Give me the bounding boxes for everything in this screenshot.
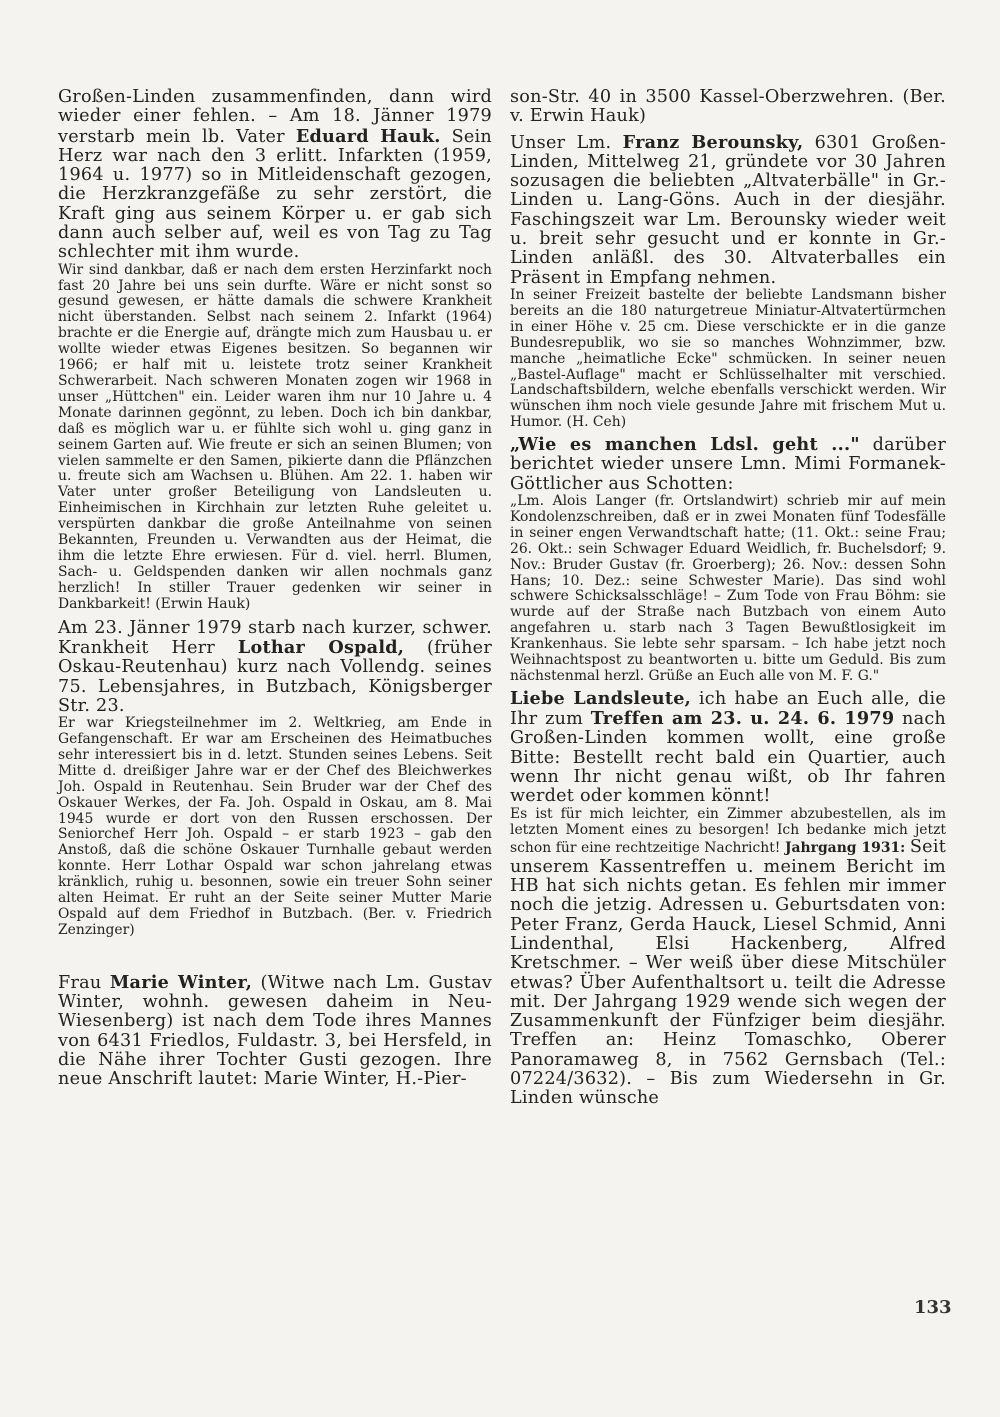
paragraph-liebe-landsleute: Liebe Landsleute, ich habe an Euch alle, die Ihr zum Treffen am 23. u. 24. 6. 1979 nach Großen-Linden kommen wollt, eine große Bitte: Bestellt recht bald ein Quartier, auch wenn Ihr nicht genau wißt, ob Ihr fahren werdet oder kommen könnt! <box>510 687 947 807</box>
name-marie-winter: Marie Winter, <box>109 971 253 993</box>
paragraph-lothar-ospald: Am 23. Jänner 1979 starb nach kurzer, schwer. Krankheit Herr Lothar Ospald, (früher Oskau-Reutenhau) kurz nach Vollendg. seines 75. Lebensjahres, in Butzbach, Königsberger Str. 23. <box>58 617 492 716</box>
name-franz-berounsky: Franz Berounsky, <box>622 131 804 153</box>
heading-liebe-landsleute: Liebe Landsleute, <box>510 687 692 709</box>
page-number: 133 <box>914 1297 952 1318</box>
paragraph-franz-berounsky-detail: In seiner Freizeit bastelte der beliebte Landsmann bisher bereits an die 180 naturgetreue Miniatur-Altvatertürmchen in einer Höhe v. 25 cm. Diese verschickte er in die ganze Bundesrepublik, wo sie so manches Wohnzimmer, bzw. manche „heimatliche Ecke" schmücken. In seiner neuen „Bastel-Auflage" macht er Schlüsselhalter mit verschied. Landschaftsbildern, welche ebenfalls verschickt werden. Wir wünschen ihm noch viele gesunde Jahre mit frischem Mut u. Humor. (H. Ceh) <box>510 286 946 431</box>
right-column <box>510 88 946 1109</box>
name-lothar-ospald: Lothar Ospald, <box>237 636 405 658</box>
paragraph-lothar-ospald-detail: Er war Kriegsteilnehmer im 2. Weltkrieg, am Ende in Gefangenschaft. Er war am Erscheinen des Heimatbuches sehr interessiert bis in d. letzt. Stunden seines Lebens. Seit Mitte d. dreißiger Jahre war er der Chef des Bleichwerkes Joh. Ospald in Reutenhau. Sein Bruder war der Chef des Oskauer Werkes, der Fa. Joh. Ospald in Oskau, am 8. Mai 1945 wurde er dort von den Russen erschossen. Der Seniorchef Herr Joh. Ospald – er starb 1923 – gab den Anstoß, daß die schöne Oskauer Turnhalle gebaut werden konnte. Herr Lothar Ospald war schon jahrelang etwas kränklich, ruhig u. besonnen, sowie ein treuer Sohn seiner alten Heimat. Er ruht an der Seite seiner Mutter Marie Ospald auf dem Friedhof in Butzbach. (Ber. v. Friedrich Zenzinger) <box>58 715 492 938</box>
paragraph-marie-winter: Frau Marie Winter, (Witwe nach Lm. Gustav Winter, wohnh. gewesen daheim in Neu-Wiesenberg) ist nach dem Tode ihres Mannes von 6431 Friedlos, Fuldastr. 3, bei Hersfeld, in die Nähe ihrer Tochter Gusti gezogen. Ihre neue Anschrift lautet: Marie Winter, H.-Pier- <box>58 971 493 1090</box>
treffen-date: Treffen am 23. u. 24. 6. 1979 <box>590 708 895 730</box>
paragraph-eduard-hauk-detail: Wir sind dankbar, daß er nach dem ersten Herzinfarkt noch fast 20 Jahre bei uns sein durfte. Wäre er nicht sonst so gesund gewesen, er hätte damals die schwere Krankheit nicht überstanden. Selbst nach seinem 2. Infarkt (1964) brachte er die Energie auf, drängte mich zum Hausbau u. er wollte wieder etwas Eigenes besitzen. So begannen wir 1966; er half mit u. leistete trotz seiner Krankheit Schwerarbeit. Nach schweren Monaten zogen wir 1968 in unser „Hüttchen" ein. Leider waren ihm nur 10 Jahre u. 4 Monate darinnen gegönnt, zu leben. Doch ich bin dankbar, daß es möglich war u. er fühlte sich wohl u. ging ganz in seinem Garten auf. Wie freute er sich an seinen Blumen; von vielen sammelte er den Samen, pikierte dann die Pflänzchen u. freute sich am Wachsen u. Blühen. Am 22. 1. haben wir Vater unter großer Beteiligung von Landsleuten u. Einheimischen in Kirchhain zur letzten Ruhe geleitet u. verspürten dankbar die große Anteilnahme von seinen Bekannten, Freunden u. Verwandten aus der Heimat, die ihm die letzte Ehre erwiesen. Für d. viel. herrl. Blumen, Sach- u. Geldspenden danken wir allen nochmals ganz herzlich! In stiller Trauer gedenken wir seiner in Dankbarkeit! (Erwin Hauk) <box>58 261 492 612</box>
paragraph-eduard-hauk: Großen-Linden zusammenfinden, dann wird wieder einer fehlen. – Am 18. Jänner 1979 verstarb mein lb. Vater Eduard Hauk. Sein Herz war nach den 3 erlitt. Infarkten (1959, 1964 u. 1977) so in Mitleidenschaft gezogen, die Herzkranzgefäße zu sehr zerstört, die Kraft ging aus seinem Körper u. er gab sich dann auch selber auf, weil es von Tag zu Tag schlechter mit ihm wurde. <box>58 87 493 263</box>
paragraph-franz-berounsky: Unser Lm. Franz Berounsky, 6301 Großen-Linden, Mittelweg 21, gründete vor 30 Jahren sozusagen die beliebten „Altvaterbälle" in Gr.-Linden u. Lang-Göns. Auch in der diesjähr. Faschingszeit war Lm. Berounsky wieder weit u. breit sehr gesucht und er konnte in Gr.-Linden anläßl. des 30. Altvaterballes ein Präsent in Empfang nehmen. <box>510 131 947 288</box>
paragraph-langer-letter: „Lm. Alois Langer (fr. Ortslandwirt) schrieb mir auf mein Kondolenzschreiben, daß er in zwei Monaten fünf Todesfälle in seiner engen Verwandtschaft hatte; (11. Okt.: seine Frau; 26. Okt.: sein Schwager Eduard Weidlich, fr. Buchelsdorf; 9. Nov.: Bruder Gustav (fr. Groerberg); 26. Nov.: dessen Sohn Hans; 10. Dez.: seine Schwester Marie). Das sind wohl schwere Schicksalsschläge! – Zum Tode von Frau Böhm: sie wurde auf der Straße nach Butzbach von einem Auto angefahren u. starb nach 3 Tagen Bewußtlosigkeit im Krankenhaus. Sie lebte sehr sparsam. – Ich habe jetzt noch Weihnachtspost zu beantworten u. bitte um Geduld. Bis zum nächstenmal herzl. Grüße an Euch alle von M. F. G." <box>510 493 946 684</box>
name-eduard-hauk: Eduard Hauk. <box>295 125 441 147</box>
heading-jahrgang-1931: Jahrgang 1931: <box>784 840 906 857</box>
heading-wie-es-manchen: „Wie es manchen Ldsl. geht ..." <box>510 434 860 456</box>
paragraph-continuation: son-Str. 40 in 3500 Kassel-Oberzwehren. (Ber. v. Erwin Hauk) <box>510 87 946 127</box>
paragraph-quartier: Es ist für mich leichter, ein Zimmer abzubestellen, als im letzten Moment eines zu besorgen! Ich bedanke mich jetzt schon für eine rechtzeitige Nachricht! Jahrgang 1931: Seit unserem Kassentreffen u. meinem Bericht im HB hat sich nichts getan. Es fehlen mir immer noch die jetzig. Adressen u. Geburtsdaten von: Peter Franz, Gerda Hauck, Liesel Schmid, Anni Lindenthal, Elsi Hackenberg, Alfred Kretschmer. – Wer weiß über diese Mitschüler etwas? Über Aufenthaltsort u. teilt die Adresse mit. Der Jahrgang 1929 wende sich wegen der Zusammenkunft der Fünfziger beim diesjähr. Treffen an: Heinz Tomaschko, Oberer Panoramaweg 8, in 7562 Gernsbach (Tel.: 07224/3632). – Bis zum Wiedersehn in Gr. Linden wünsche <box>510 805 947 1109</box>
paragraph-wie-es-manchen: „Wie es manchen Ldsl. geht ..." darüber berichtet wieder unsere Lmn. Mimi Formanek-Göttlicher aus Schotten: <box>510 434 946 494</box>
left-column <box>58 88 492 1090</box>
